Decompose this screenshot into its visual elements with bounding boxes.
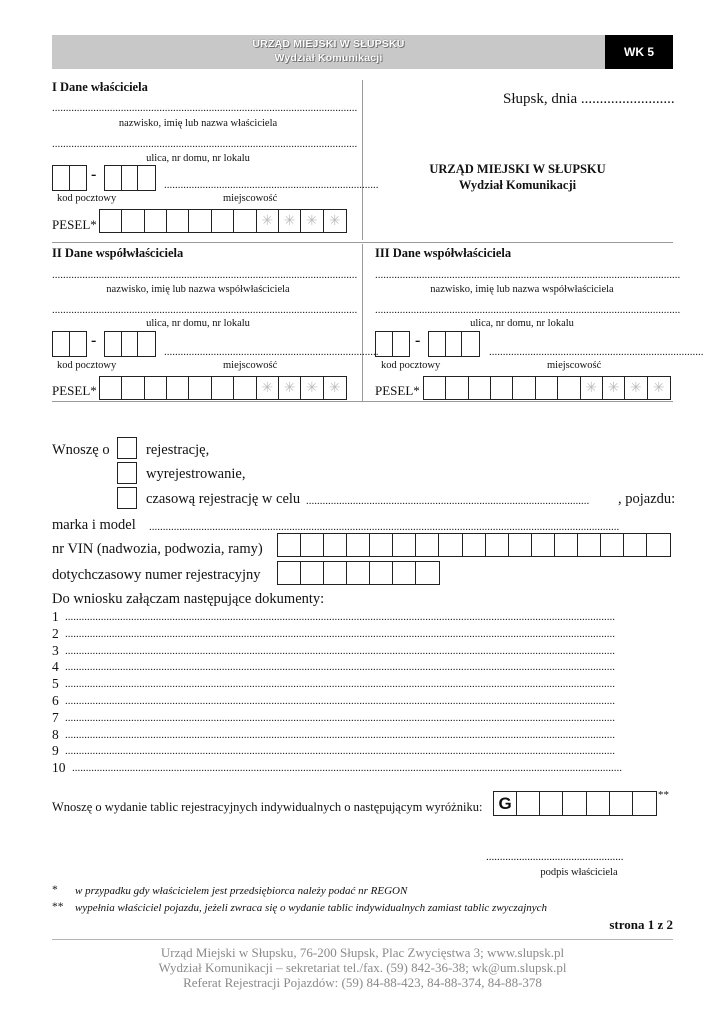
request-intro: Wnoszę o bbox=[52, 442, 110, 458]
coowner3-postal-label: kod pocztowy bbox=[381, 360, 441, 371]
office-line1: URZĄD MIEJSKI W SŁUPSKU bbox=[429, 162, 606, 176]
prev-reg-cell[interactable] bbox=[324, 562, 347, 584]
pesel-cell[interactable]: ✳ bbox=[581, 377, 603, 399]
attachment-line[interactable]: ........................................................................................................................................................................................................ bbox=[65, 711, 615, 724]
coowner3-postal-dash: - bbox=[415, 332, 421, 349]
plates-cell[interactable] bbox=[610, 792, 633, 815]
prev-reg-label: dotychczasowy numer rejestracyjny bbox=[52, 567, 261, 583]
vin-field[interactable] bbox=[277, 533, 671, 557]
pesel-cell[interactable]: ✳ bbox=[328, 380, 341, 396]
coowner3-section-title: III Dane współwłaściciela bbox=[375, 246, 512, 260]
owner-postal-part2[interactable] bbox=[104, 165, 156, 191]
attachment-line[interactable]: ........................................................................................................................................................................................................ bbox=[65, 627, 615, 640]
place-date: Słupsk, dnia ......................... bbox=[503, 91, 675, 107]
pesel-cell[interactable]: ✳ bbox=[328, 213, 341, 229]
coowner2-pesel-label: PESEL* bbox=[52, 383, 97, 398]
coowner2-postal-part2[interactable] bbox=[104, 331, 156, 357]
prev-reg-cell[interactable] bbox=[301, 562, 324, 584]
coowner2-postal-part1[interactable] bbox=[52, 331, 87, 357]
pesel-cell[interactable] bbox=[234, 210, 256, 232]
pesel-cell[interactable]: ✳ bbox=[603, 377, 625, 399]
plates-field[interactable] bbox=[493, 791, 657, 816]
pesel-cell[interactable] bbox=[122, 210, 144, 232]
plates-cell[interactable] bbox=[633, 792, 656, 815]
footer-divider bbox=[52, 939, 673, 940]
coowner3-postal-part2[interactable] bbox=[428, 331, 480, 357]
prev-reg-cell[interactable] bbox=[347, 562, 370, 584]
pesel-cell[interactable]: ✳ bbox=[301, 377, 323, 399]
plates-cell[interactable] bbox=[517, 792, 540, 815]
pesel-cell[interactable] bbox=[122, 377, 144, 399]
pesel-cell[interactable]: ✳ bbox=[652, 380, 665, 396]
attachments-title: Do wniosku załączam następujące dokumenty: bbox=[52, 591, 325, 607]
prev-reg-cell[interactable] bbox=[393, 562, 416, 584]
deregister-checkbox[interactable] bbox=[117, 462, 137, 484]
note-1-text: w przypadku gdy właścicielem jest przedsiębiorca należy podać nr REGON bbox=[75, 885, 408, 897]
divider-horizontal-1 bbox=[52, 242, 673, 243]
coowner2-address-label: ulica, nr domu, nr lokalu bbox=[146, 318, 250, 329]
plates-text: Wnoszę o wydanie tablic rejestracyjnych indywidualnych o następującym wyróżniku: bbox=[52, 800, 483, 814]
owner-pesel-label: PESEL* bbox=[52, 217, 97, 232]
temporary-label: czasową rejestrację w celu bbox=[146, 491, 301, 507]
attachment-number: 4 bbox=[52, 659, 59, 675]
owner-address-label: ulica, nr domu, nr lokalu bbox=[146, 153, 250, 164]
attachment-number: 9 bbox=[52, 743, 59, 759]
coowner3-city-label: miejscowość bbox=[547, 360, 602, 371]
office-line2: Wydział Komunikacji bbox=[458, 178, 577, 192]
pesel-cell[interactable] bbox=[212, 377, 234, 399]
prev-reg-cell[interactable] bbox=[370, 562, 393, 584]
owner-postal-part1[interactable] bbox=[52, 165, 87, 191]
owner-name-label: nazwisko, imię lub nazwa właściciela bbox=[118, 118, 278, 129]
coowner2-postal-label: kod pocztowy bbox=[57, 360, 117, 371]
header-title-line1: URZĄD MIEJSKI W SŁUPSKU bbox=[252, 38, 405, 50]
coowner3-pesel-field[interactable] bbox=[423, 376, 671, 400]
header-title-line2: Wydział Komunikacji bbox=[274, 52, 383, 64]
vin-cell[interactable] bbox=[647, 534, 670, 556]
coowner3-pesel-label: PESEL* bbox=[375, 383, 420, 398]
attachment-number: 7 bbox=[52, 709, 59, 725]
coowner3-name-label: nazwisko, imię lub nazwa współwłaściciela bbox=[430, 284, 614, 295]
plates-marker: ** bbox=[658, 789, 669, 801]
pesel-cell[interactable] bbox=[558, 377, 580, 399]
vin-cell[interactable] bbox=[509, 534, 532, 556]
pesel-cell[interactable] bbox=[234, 377, 256, 399]
coowner2-city-label: miejscowość bbox=[223, 360, 278, 371]
vin-cell[interactable] bbox=[278, 534, 301, 556]
register-checkbox[interactable] bbox=[117, 437, 137, 459]
pesel-cell[interactable] bbox=[167, 377, 189, 399]
vehicle-suffix: , pojazdu: bbox=[618, 491, 676, 507]
pesel-cell[interactable] bbox=[513, 377, 535, 399]
pesel-cell[interactable]: ✳ bbox=[279, 210, 301, 232]
plates-cell[interactable] bbox=[563, 792, 586, 815]
vin-cell[interactable] bbox=[624, 534, 647, 556]
temporary-checkbox[interactable] bbox=[117, 487, 137, 509]
temporary-purpose-field[interactable]: ....................................................................................................... bbox=[306, 495, 590, 507]
form-code: WK 5 bbox=[605, 35, 673, 69]
plates-prefix-cell: G bbox=[494, 792, 517, 815]
pesel-cell[interactable] bbox=[536, 377, 558, 399]
attachment-number: 1 bbox=[52, 609, 59, 624]
pesel-cell[interactable] bbox=[189, 210, 211, 232]
attachment-line[interactable]: ........................................................................................................................................................................................................ bbox=[65, 661, 615, 674]
pesel-cell[interactable] bbox=[446, 377, 468, 399]
attachment-number: 10 bbox=[52, 760, 66, 776]
header-title bbox=[52, 37, 605, 65]
owner-postal-dash: - bbox=[91, 166, 97, 183]
pesel-cell[interactable]: ✳ bbox=[301, 210, 323, 232]
attachment-number: 5 bbox=[52, 676, 59, 692]
pesel-cell[interactable] bbox=[469, 377, 491, 399]
attachment-number: 3 bbox=[52, 642, 59, 658]
attachment-line[interactable]: ........................................................................................................................................................................................................ bbox=[65, 695, 615, 707]
pesel-cell[interactable] bbox=[167, 210, 189, 232]
pesel-cell[interactable] bbox=[212, 210, 234, 232]
vin-cell[interactable] bbox=[416, 534, 439, 556]
divider-horizontal-2 bbox=[52, 401, 673, 402]
footer-line3: Referat Rejestracji Pojazdów: (59) 84-88-423, 84-88-374, 84-88-378 bbox=[183, 975, 542, 990]
pesel-cell[interactable] bbox=[100, 210, 122, 232]
attachment-number: 8 bbox=[52, 726, 59, 742]
owner-postal-label: kod pocztowy bbox=[57, 193, 117, 204]
note-2-text: wypełnia właściciel pojazdu, jeżeli zwraca się o wydanie tablic indywidualnych zamiast tablic zwyczajnych bbox=[75, 902, 548, 914]
pesel-cell[interactable] bbox=[424, 377, 446, 399]
deregister-label: wyrejestrowanie, bbox=[146, 466, 246, 482]
note-2-mark: ** bbox=[52, 901, 64, 913]
page-number: strona 1 z 2 bbox=[609, 917, 673, 932]
attachment-line[interactable]: ........................................................................................................................................................................................................ bbox=[65, 728, 615, 741]
make-model-field[interactable]: ........................................................................................................................................................................... bbox=[149, 521, 620, 533]
register-label: rejestrację, bbox=[146, 442, 210, 458]
coowner2-city-field[interactable]: .............................................................................. bbox=[164, 346, 379, 358]
pesel-cell[interactable]: ✳ bbox=[257, 377, 279, 399]
coowner2-name-field[interactable]: ............................................................................................................... bbox=[52, 269, 358, 281]
coowner2-section-title: II Dane współwłaściciela bbox=[52, 246, 184, 260]
office-address bbox=[362, 161, 673, 193]
vin-cell[interactable] bbox=[555, 534, 578, 556]
coowner3-city-field[interactable]: .............................................................................. bbox=[489, 346, 704, 358]
pesel-cell[interactable] bbox=[189, 377, 211, 399]
prev-reg-cell[interactable] bbox=[416, 562, 439, 584]
attachment-line[interactable]: ........................................................................................................................................................................................................ bbox=[65, 678, 615, 691]
vin-cell[interactable] bbox=[301, 534, 324, 556]
divider-vertical-bottom bbox=[362, 244, 363, 401]
vin-cell[interactable] bbox=[463, 534, 486, 556]
pesel-cell[interactable]: ✳ bbox=[279, 377, 301, 399]
owner-name-field[interactable]: ............................................................................................................... bbox=[52, 102, 358, 114]
pesel-cell[interactable] bbox=[145, 377, 167, 399]
vin-cell[interactable] bbox=[486, 534, 509, 556]
vin-cell[interactable] bbox=[324, 534, 347, 556]
attachment-number: 6 bbox=[52, 693, 59, 708]
coowner2-name-label: nazwisko, imię lub nazwa współwłaściciela bbox=[106, 284, 290, 295]
coowner2-address-field[interactable]: ............................................................................................................... bbox=[52, 304, 358, 316]
vin-cell[interactable] bbox=[601, 534, 624, 556]
footer bbox=[52, 945, 673, 990]
attachment-number: 2 bbox=[52, 625, 59, 641]
owner-city-label: miejscowość bbox=[223, 193, 278, 204]
note-1-mark: * bbox=[52, 884, 58, 896]
owner-pesel-field[interactable] bbox=[99, 209, 347, 233]
pesel-cell[interactable] bbox=[491, 377, 513, 399]
plates-cell[interactable] bbox=[540, 792, 563, 815]
owner-section-title: I Dane właściciela bbox=[52, 80, 148, 94]
plates-cell[interactable] bbox=[587, 792, 610, 815]
prev-reg-cell[interactable] bbox=[278, 562, 301, 584]
coowner2-pesel-field[interactable] bbox=[99, 376, 347, 400]
prev-reg-field[interactable] bbox=[277, 561, 440, 585]
vin-cell[interactable] bbox=[370, 534, 393, 556]
owner-address-field[interactable]: ............................................................................................................... bbox=[52, 138, 358, 150]
signature-line[interactable]: .................................................. bbox=[486, 851, 624, 863]
coowner3-address-field[interactable]: ............................................................................................................... bbox=[375, 304, 681, 316]
vin-cell[interactable] bbox=[578, 534, 601, 556]
coowner3-name-field[interactable]: ............................................................................................................... bbox=[375, 269, 681, 281]
coowner3-address-label: ulica, nr domu, nr lokalu bbox=[470, 318, 574, 329]
signature-label: podpis właściciela bbox=[540, 867, 618, 878]
pesel-cell[interactable] bbox=[145, 210, 167, 232]
attachment-line[interactable]: ........................................................................................................................................................................................................ bbox=[72, 762, 622, 775]
vin-cell[interactable] bbox=[439, 534, 462, 556]
pesel-cell[interactable] bbox=[100, 377, 122, 399]
pesel-cell[interactable]: ✳ bbox=[257, 210, 279, 232]
vin-cell[interactable] bbox=[393, 534, 416, 556]
footer-line1: Urząd Miejski w Słupsku, 76-200 Słupsk, Plac Zwycięstwa 3; www.slupsk.pl bbox=[160, 945, 565, 960]
vin-cell[interactable] bbox=[532, 534, 555, 556]
vin-cell[interactable] bbox=[347, 534, 370, 556]
divider-vertical-top bbox=[362, 80, 363, 240]
vin-label: nr VIN (nadwozia, podwozia, ramy) bbox=[52, 541, 263, 557]
owner-city-field[interactable]: .............................................................................. bbox=[164, 179, 379, 191]
make-model-label: marka i model bbox=[52, 517, 136, 533]
footer-line2: Wydział Komunikacji – sekretariat tel./fax. (59) 842-36-38; wk@um.slupsk.pl bbox=[158, 960, 567, 975]
attachment-line[interactable]: ........................................................................................................................................................................................................ bbox=[65, 644, 615, 657]
coowner3-postal-part1[interactable] bbox=[375, 331, 410, 357]
coowner2-postal-dash: - bbox=[91, 332, 97, 349]
attachment-line[interactable]: ........................................................................................................................................................................................................ bbox=[65, 745, 615, 758]
attachment-line[interactable]: ........................................................................................................................................................................................................ bbox=[65, 611, 615, 623]
pesel-cell[interactable]: ✳ bbox=[625, 377, 647, 399]
